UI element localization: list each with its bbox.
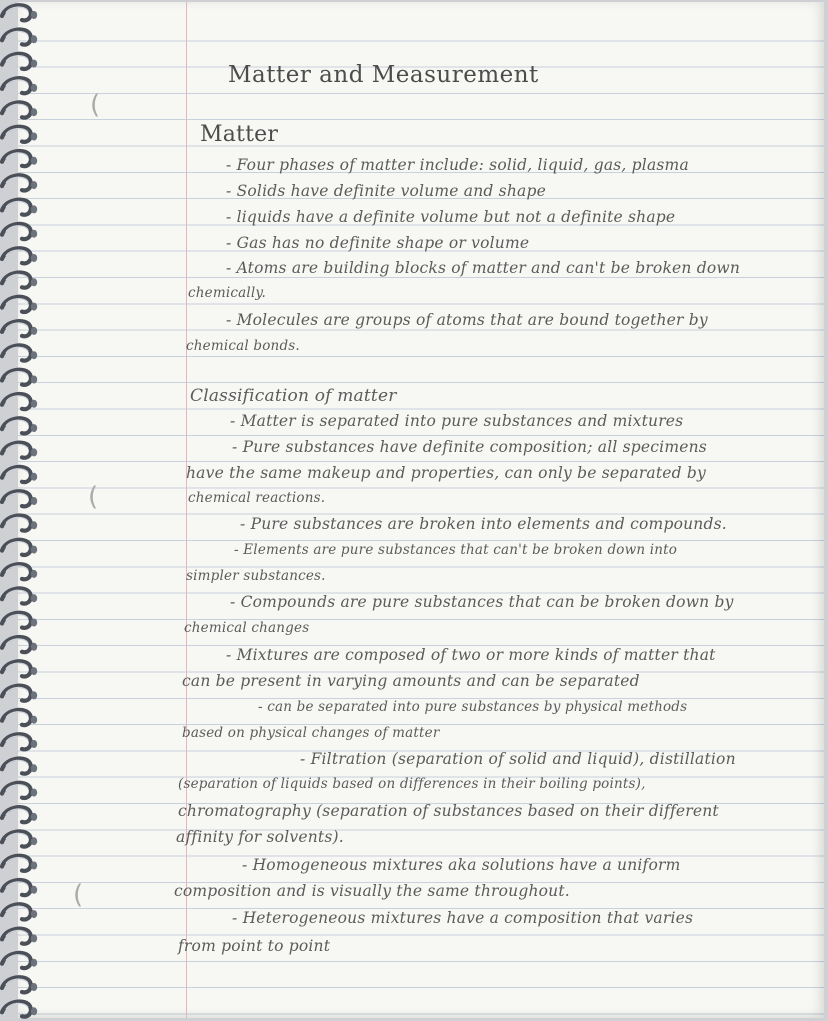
- spiral-coil: [2, 297, 37, 312]
- spiral-coil: [2, 248, 37, 263]
- note-line: simpler substances.: [186, 568, 326, 584]
- spiral-coil: [2, 127, 37, 142]
- notebook-page: [18, 2, 824, 1018]
- note-line: - can be separated into pure substances by physical methods: [258, 699, 688, 715]
- spiral-coil: [2, 394, 37, 409]
- spiral-coil: [2, 613, 37, 628]
- spiral-coil: [2, 151, 37, 166]
- spiral-coil: [2, 175, 37, 190]
- note-line: - Pure substances are broken into elements and compounds.: [240, 515, 727, 533]
- note-line: - Homogeneous mixtures aka solutions have a uniform: [242, 856, 681, 874]
- spiral-coil: [2, 54, 37, 69]
- note-line: - Molecules are groups of atoms that are bound together by: [226, 311, 708, 329]
- spiral-coil: [2, 321, 37, 336]
- spiral-coil: [2, 1002, 37, 1017]
- note-line: can be present in varying amounts and can be separated: [182, 672, 640, 690]
- spiral-coil: [2, 224, 37, 239]
- ring-hole-mark: (: [90, 90, 101, 120]
- page-title: Matter and Measurement: [228, 62, 539, 88]
- spiral-coil: [2, 686, 37, 701]
- spiral-coil: [2, 904, 37, 919]
- note-line: - Pure substances have definite composition; all specimens: [232, 438, 707, 456]
- spiral-coil: [2, 5, 37, 20]
- spiral-coil: [2, 807, 37, 822]
- ring-hole-mark: (: [88, 482, 99, 512]
- spiral-coil: [2, 78, 37, 93]
- ring-hole-mark: (: [73, 880, 84, 910]
- note-line: - Matter is separated into pure substances and mixtures: [230, 412, 684, 430]
- note-line: affinity for solvents).: [176, 828, 344, 846]
- spiral-coil: [2, 880, 37, 895]
- note-line: have the same makeup and properties, can only be separated by: [186, 464, 707, 482]
- spiral-coil: [2, 661, 37, 676]
- note-line: - liquids have a definite volume but not a definite shape: [226, 208, 676, 226]
- note-line: - Heterogeneous mixtures have a composition that varies: [232, 909, 694, 927]
- spiral-coil: [2, 564, 37, 579]
- spiral-coil: [2, 418, 37, 433]
- note-line: - Compounds are pure substances that can be broken down by: [230, 593, 734, 611]
- spiral-coil: [2, 831, 37, 846]
- note-line: - Four phases of matter include: solid, liquid, gas, plasma: [226, 156, 689, 174]
- note-line: - Elements are pure substances that can't be broken down into: [234, 542, 678, 558]
- note-line: from point to point: [178, 937, 331, 955]
- spiral-coil: [2, 953, 37, 968]
- spiral-coil: [2, 102, 37, 117]
- spiral-coil: [2, 637, 37, 652]
- spiral-coil: [2, 588, 37, 603]
- spiral-coil: [2, 734, 37, 749]
- spiral-coil: [2, 540, 37, 555]
- spiral-coil: [2, 783, 37, 798]
- note-line: - Gas has no definite shape or volume: [226, 234, 530, 252]
- note-line: - Filtration (separation of solid and liquid), distillation: [300, 750, 736, 768]
- note-line: chemically.: [188, 285, 266, 301]
- margin-line: [186, 2, 187, 1018]
- spiral-coil: [2, 856, 37, 871]
- note-line: - Solids have definite volume and shape: [226, 182, 546, 200]
- note-line: chemical bonds.: [186, 338, 300, 354]
- spiral-coil: [2, 467, 37, 482]
- note-line: based on physical changes of matter: [182, 725, 440, 741]
- section-heading: Classification of matter: [190, 386, 397, 406]
- spiral-binding: [0, 0, 40, 1021]
- spiral-coil: [2, 491, 37, 506]
- note-line: chemical reactions.: [188, 490, 326, 506]
- note-line: composition and is visually the same throughout.: [174, 882, 570, 900]
- spiral-coil: [2, 759, 37, 774]
- spiral-coil: [2, 977, 37, 992]
- spiral-coil: [2, 443, 37, 458]
- spiral-coil: [2, 929, 37, 944]
- section-heading: Matter: [200, 122, 279, 147]
- note-line: - Atoms are building blocks of matter and can't be broken down: [226, 259, 741, 277]
- spiral-coil: [2, 200, 37, 215]
- spiral-coil: [2, 370, 37, 385]
- spiral-coil: [2, 516, 37, 531]
- note-line: (separation of liquids based on differences in their boiling points),: [178, 776, 646, 792]
- spiral-coil: [2, 345, 37, 360]
- note-line: chromatography (separation of substances based on their different: [178, 802, 719, 820]
- note-line: - Mixtures are composed of two or more kinds of matter that: [226, 646, 716, 664]
- spiral-coil: [2, 30, 37, 45]
- note-line: chemical changes: [184, 620, 310, 636]
- spiral-coil: [2, 273, 37, 288]
- spiral-coil: [2, 710, 37, 725]
